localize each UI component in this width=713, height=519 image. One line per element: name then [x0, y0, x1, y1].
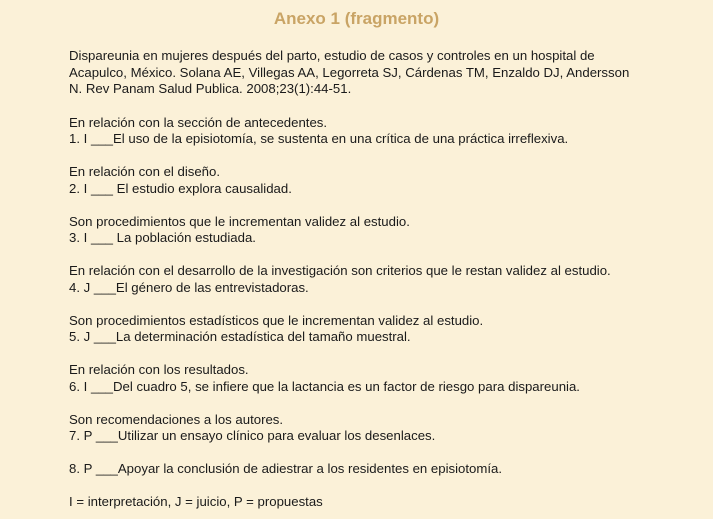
item-statement: 8. P ___Apoyar la conclusión de adiestrar a los residentes en episiotomía.: [69, 461, 503, 476]
item-5: [69, 313, 649, 346]
item-6: [69, 362, 649, 395]
reference-line-2: Acapulco, México. Solana AE, Villegas AA, Legorreta SJ, Cárdenas TM, Enzaldo DJ, Andersson: [69, 64, 630, 80]
item-statement: 3. I ___ La población estudiada.: [69, 230, 256, 245]
reference-line-3: N. Rev Panam Salud Publica. 2008;23(1):44-51.: [69, 81, 352, 96]
item-8: [69, 461, 649, 478]
item-statement: 4. J ___El género de las entrevistadoras.: [69, 279, 309, 295]
item-heading: En relación con los resultados.: [69, 362, 249, 377]
document-body: [69, 48, 649, 511]
item-heading: Son procedimientos estadísticos que le incrementan validez al estudio.: [69, 312, 484, 328]
item-heading: En relación con el desarrollo de la investigación son criterios que le restan validez al estudio.: [69, 263, 611, 278]
reference-citation: [69, 48, 649, 98]
item-statement: 5. J ___La determinación estadística del tamaño muestral.: [69, 329, 411, 344]
item-statement: 7. P ___Utilizar un ensayo clínico para evaluar los desenlaces.: [69, 428, 436, 443]
item-2: [69, 164, 649, 197]
page-title: Anexo 1 (fragmento): [273, 9, 440, 28]
item-1: [69, 115, 649, 148]
item-4: [69, 263, 649, 296]
item-heading: En relación con la sección de antecedentes.: [69, 114, 328, 130]
item-statement: 1. I ___El uso de la episiotomía, se sustenta en una crítica de una práctica irreflexiva.: [69, 131, 569, 146]
item-heading: En relación con el diseño.: [69, 164, 221, 179]
legend-text: I = interpretación, J = juicio, P = propuestas: [69, 494, 323, 509]
item-heading: Son procedimientos que le incrementan validez al estudio.: [69, 213, 410, 229]
item-heading: Son recomendaciones a los autores.: [69, 411, 284, 427]
reference-line-1: Dispareunia en mujeres después del parto, estudio de casos y controles en un hospital de: [69, 48, 595, 63]
item-3: [69, 214, 649, 247]
item-statement: 2. I ___ El estudio explora causalidad.: [69, 180, 292, 196]
item-statement: 6. I ___Del cuadro 5, se infiere que la lactancia es un factor de riesgo para dispareunia.: [69, 378, 580, 394]
item-7: [69, 412, 649, 445]
